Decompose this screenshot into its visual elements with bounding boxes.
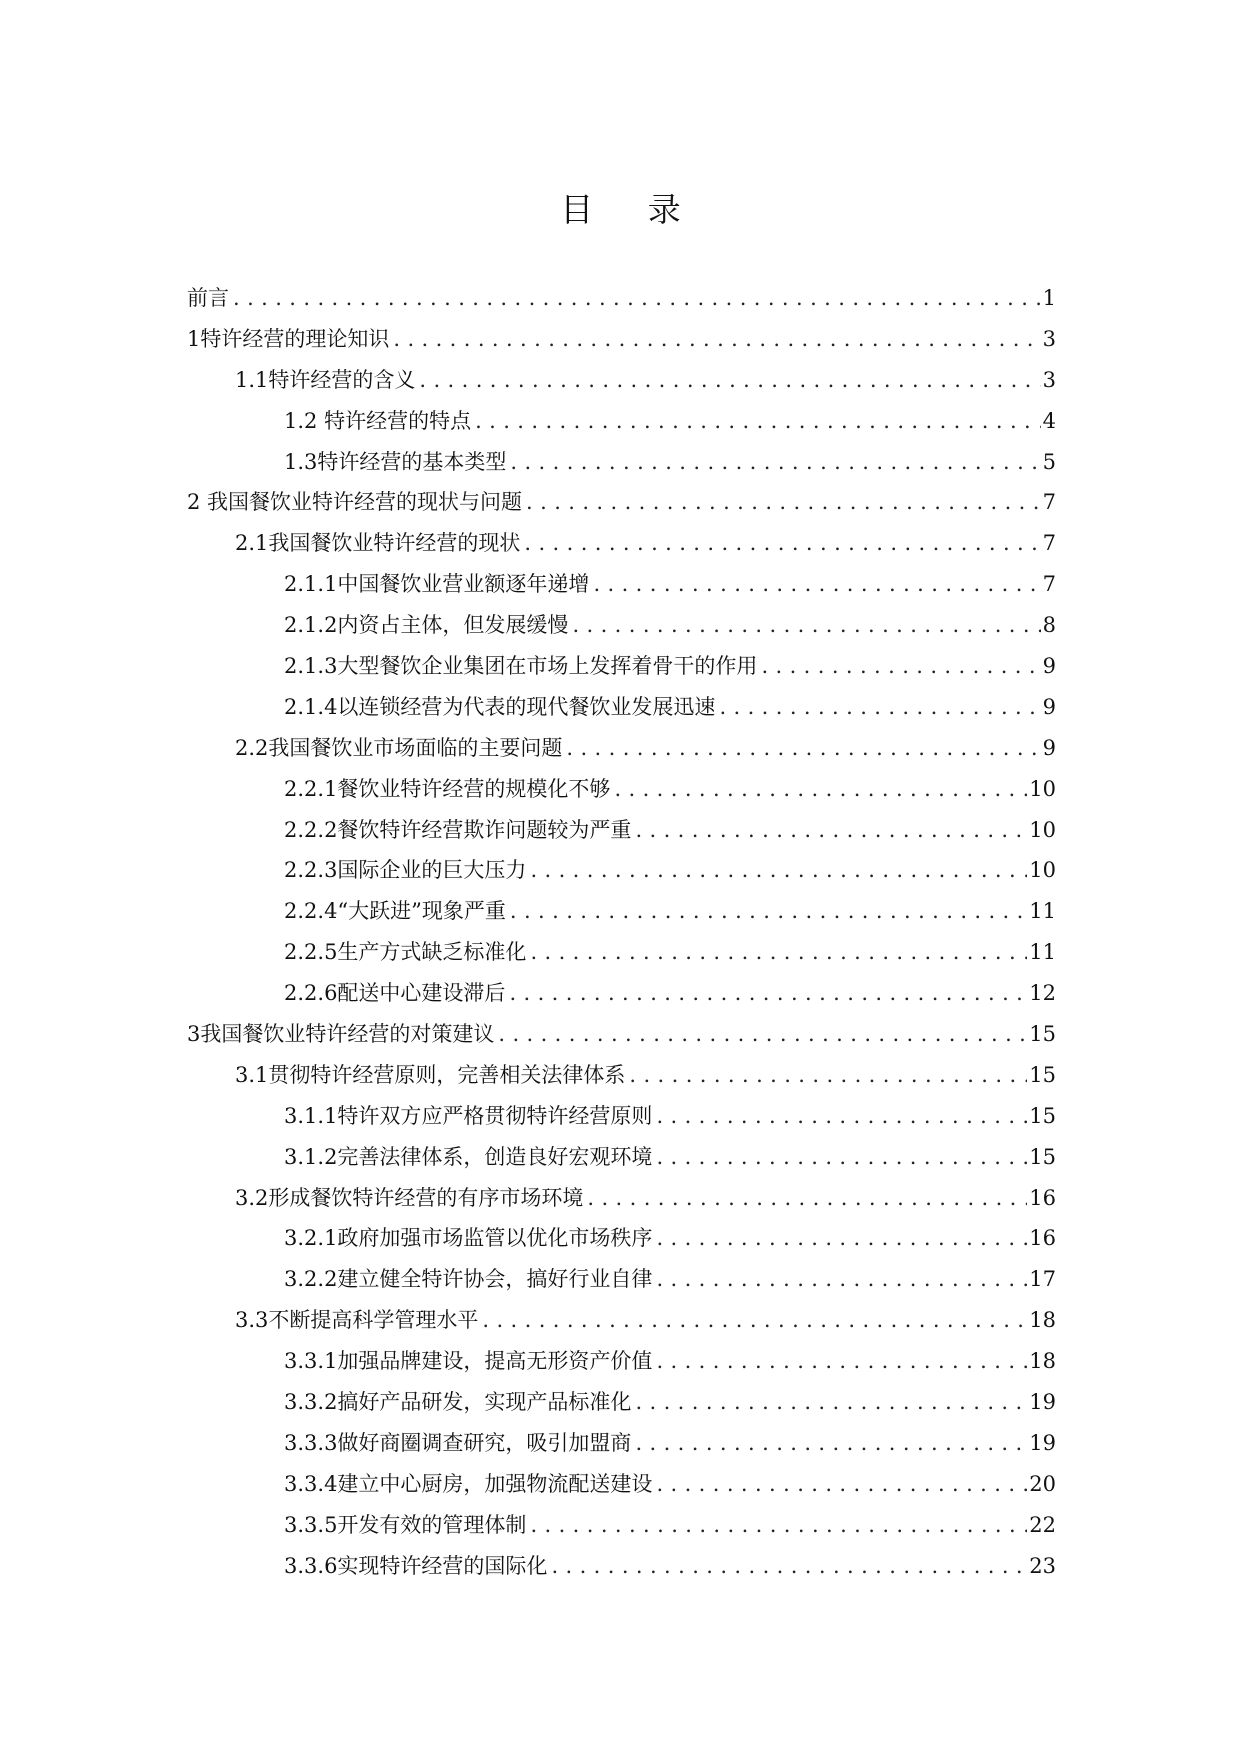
toc-entry-title: 3.3.6实现特许经营的国际化	[284, 1553, 548, 1578]
dot-leader	[526, 482, 1041, 523]
toc-entry[interactable]	[187, 1341, 1056, 1382]
toc-page-number: 23	[1029, 1553, 1056, 1578]
toc-entry-title: 1.3特许经营的基本类型	[284, 449, 507, 474]
toc-entry[interactable]	[187, 1505, 1056, 1546]
dot-leader	[510, 442, 1040, 483]
dot-leader	[635, 1382, 1027, 1423]
toc-page-number: 15	[1029, 1022, 1056, 1047]
toc-entry[interactable]	[187, 1423, 1056, 1464]
toc-entry-title: 2.2.6配送中心建设滞后	[284, 981, 506, 1006]
toc-entry-title: 2.1.1中国餐饮业营业额逐年递增	[284, 572, 590, 597]
toc-page-number: 9	[1042, 694, 1056, 719]
toc-entry[interactable]	[187, 646, 1056, 687]
dot-leader	[530, 932, 1027, 973]
dot-leader	[419, 360, 1040, 401]
toc-page-number: 7	[1042, 490, 1056, 515]
toc-entry[interactable]	[187, 1218, 1056, 1259]
toc-page-number: 1	[1042, 286, 1056, 310]
toc-page-number: 18	[1029, 1308, 1056, 1333]
toc-entry[interactable]	[187, 1259, 1056, 1300]
toc-entry[interactable]	[187, 1546, 1056, 1587]
toc-page-number: 19	[1029, 1430, 1056, 1455]
toc-entry-title: 2.2我国餐饮业市场面临的主要问题	[235, 735, 563, 760]
toc-entry[interactable]	[187, 1464, 1056, 1505]
toc-page-number: 20	[1029, 1471, 1056, 1496]
toc-page-number: 8	[1042, 613, 1056, 638]
toc-entry-title: 3.2.2建立健全特许协会，搞好行业自律	[284, 1267, 653, 1292]
dot-leader	[233, 278, 1041, 319]
toc-page-number: 9	[1042, 735, 1056, 760]
dot-leader	[635, 1423, 1027, 1464]
toc-entry-title: 2.2.4“大跃进”现象严重	[284, 899, 506, 924]
dot-leader	[629, 1055, 1027, 1096]
toc-page-number: 18	[1029, 1349, 1056, 1374]
toc-page-number: 10	[1029, 817, 1056, 842]
toc-entry-title: 1特许经营的理论知识	[187, 326, 390, 351]
toc-page-number: 7	[1042, 572, 1056, 597]
toc-page-number: 10	[1029, 858, 1056, 883]
toc-entry[interactable]	[187, 360, 1056, 401]
dot-leader	[482, 1300, 1027, 1341]
toc-entry[interactable]	[187, 891, 1056, 932]
dot-leader	[587, 1178, 1027, 1219]
dot-leader	[656, 1218, 1027, 1259]
dot-leader	[572, 605, 1040, 646]
toc-entry[interactable]	[187, 1382, 1056, 1423]
dot-leader	[524, 523, 1040, 564]
toc-page-number: 19	[1029, 1390, 1056, 1415]
toc-page-number: 15	[1029, 1144, 1056, 1169]
dot-leader	[656, 1464, 1027, 1505]
toc-page-number: 16	[1029, 1226, 1056, 1251]
dot-leader	[656, 1259, 1027, 1300]
toc-entry-title: 2.1.4以连锁经营为代表的现代餐饮业发展迅速	[284, 694, 716, 719]
toc-page-number: 15	[1029, 1103, 1056, 1128]
toc-entry[interactable]	[187, 1096, 1056, 1137]
toc-page-number: 22	[1029, 1512, 1056, 1537]
toc-page-number: 12	[1029, 981, 1056, 1006]
toc-entry[interactable]	[187, 564, 1056, 605]
table-of-contents	[187, 278, 1056, 1587]
toc-entry[interactable]	[187, 401, 1056, 442]
toc-entry-title: 3.3不断提高科学管理水平	[235, 1308, 479, 1333]
dot-leader	[566, 728, 1040, 769]
toc-entry-title: 3.3.5开发有效的管理体制	[284, 1512, 527, 1537]
toc-entry[interactable]	[187, 482, 1056, 523]
dot-leader	[761, 646, 1040, 687]
toc-entry-title: 3我国餐饮业特许经营的对策建议	[187, 1022, 495, 1047]
dot-leader	[656, 1096, 1027, 1137]
toc-entry-title: 2.2.3国际企业的巨大压力	[284, 858, 527, 883]
toc-entry-title: 3.3.1加强品牌建设，提高无形资产价值	[284, 1349, 653, 1374]
toc-entry-title: 3.1贯彻特许经营原则，完善相关法律体系	[235, 1062, 626, 1087]
toc-entry[interactable]	[187, 1178, 1056, 1219]
toc-page-number: 9	[1042, 654, 1056, 679]
toc-page-number: 11	[1029, 899, 1056, 924]
toc-entry-title: 2.2.2餐饮特许经营欺诈问题较为严重	[284, 817, 632, 842]
toc-entry-title: 3.3.3做好商圈调查研究，吸引加盟商	[284, 1430, 632, 1455]
toc-page-number: 5	[1042, 449, 1056, 474]
toc-entry[interactable]	[187, 973, 1056, 1014]
toc-entry-title: 3.2.1政府加强市场监管以优化市场秩序	[284, 1226, 653, 1251]
dot-leader	[614, 769, 1027, 810]
toc-entry[interactable]	[187, 769, 1056, 810]
toc-entry-title: 2.2.1餐饮业特许经营的规模化不够	[284, 776, 611, 801]
toc-entry-title: 2.1.3大型餐饮企业集团在市场上发挥着骨干的作用	[284, 654, 758, 679]
dot-leader	[475, 401, 1041, 442]
toc-entry-title: 2.1.2内资占主体，但发展缓慢	[284, 613, 569, 638]
dot-leader	[530, 1505, 1027, 1546]
toc-entry[interactable]	[187, 1137, 1056, 1178]
toc-page-number: 11	[1029, 940, 1056, 965]
toc-entry-title: 3.1.1特许双方应严格贯彻特许经营原则	[284, 1103, 653, 1128]
toc-page-number: 16	[1029, 1185, 1056, 1210]
toc-page-number: 3	[1042, 326, 1056, 351]
toc-entry-title: 2.2.5生产方式缺乏标准化	[284, 940, 527, 965]
dot-leader	[719, 687, 1040, 728]
toc-entry-title: 1.2 特许经营的特点	[284, 408, 472, 433]
toc-entry[interactable]	[187, 523, 1056, 564]
dot-leader	[509, 973, 1027, 1014]
toc-entry[interactable]	[187, 1055, 1056, 1096]
dot-leader	[530, 850, 1027, 891]
toc-page-number: 7	[1042, 531, 1056, 556]
toc-entry[interactable]	[187, 605, 1056, 646]
dot-leader	[635, 810, 1027, 851]
toc-entry[interactable]	[187, 278, 1056, 319]
toc-entry[interactable]	[187, 932, 1056, 973]
toc-entry[interactable]	[187, 319, 1056, 360]
toc-entry-title: 3.2形成餐饮特许经营的有序市场环境	[235, 1185, 584, 1210]
toc-entry[interactable]	[187, 850, 1056, 891]
toc-entry[interactable]	[187, 728, 1056, 769]
toc-entry-title: 3.1.2完善法律体系，创造良好宏观环境	[284, 1144, 653, 1169]
toc-entry[interactable]	[187, 442, 1056, 483]
dot-leader	[656, 1341, 1027, 1382]
dot-leader	[551, 1546, 1027, 1587]
toc-entry-title: 3.3.4建立中心厨房，加强物流配送建设	[284, 1471, 653, 1496]
toc-entry[interactable]	[187, 687, 1056, 728]
toc-entry-title: 2 我国餐饮业特许经营的现状与问题	[187, 490, 523, 515]
toc-page-number: 10	[1029, 776, 1056, 801]
toc-page-number: 15	[1029, 1062, 1056, 1087]
toc-entry[interactable]	[187, 1300, 1056, 1341]
toc-page-number: 17	[1029, 1267, 1056, 1292]
toc-entry[interactable]	[187, 810, 1056, 851]
dot-leader	[656, 1137, 1027, 1178]
toc-entry-title: 2.1我国餐饮业特许经营的现状	[235, 531, 521, 556]
dot-leader	[510, 891, 1027, 932]
toc-page-number: 3	[1042, 367, 1056, 392]
toc-page-number: 4	[1042, 408, 1056, 433]
dot-leader	[393, 319, 1040, 360]
dot-leader	[593, 564, 1040, 605]
dot-leader	[498, 1014, 1027, 1055]
toc-entry[interactable]	[187, 1014, 1056, 1055]
toc-entry-title: 3.3.2搞好产品研发，实现产品标准化	[284, 1390, 632, 1415]
toc-entry-title: 前言	[187, 286, 229, 310]
toc-entry-title: 1.1特许经营的含义	[235, 367, 416, 392]
page-title: 目 录	[560, 190, 703, 229]
